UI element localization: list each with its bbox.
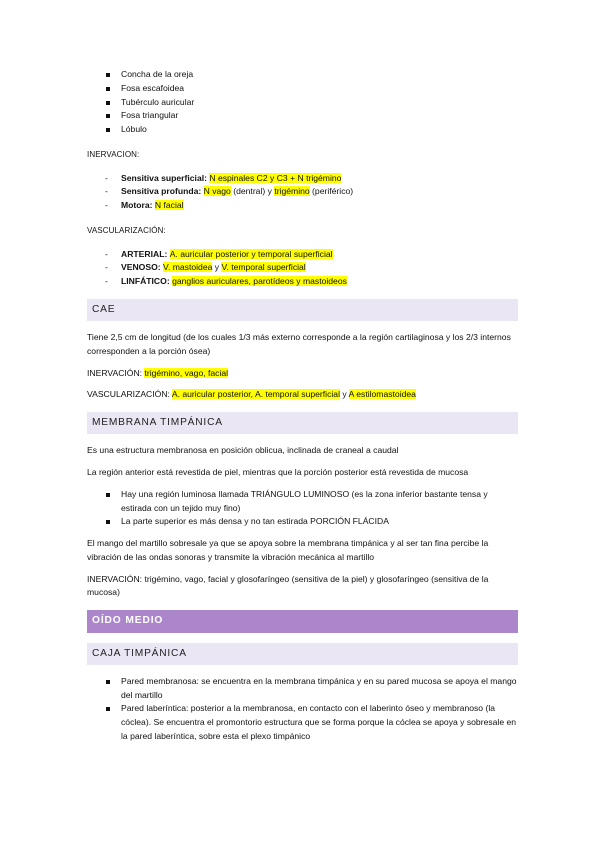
- list-item: Pared laberíntica: posterior a la membranosa, en contacto con el laberinto óseo y membranoso (la cóclea). Se encuentra el promontorio estructura que se forma porque la cóclea se apoya y sobresale en la pared laberíntica, sobre esta el plexo timpánico: [87, 702, 518, 743]
- list-item: Fosa escafoidea: [87, 82, 518, 96]
- item-label: INERVACIÓN:: [87, 367, 145, 378]
- document-body: [87, 68, 518, 744]
- highlight-text: V. temporal superficial: [221, 262, 306, 273]
- item-text: (dentral) y: [230, 186, 275, 197]
- list-item: Fosa triangular: [87, 109, 518, 123]
- highlight-text: N vago: [203, 186, 231, 197]
- paragraph: Tiene 2,5 cm de longitud (de los cuales 1/3 más externo corresponde a la región cartilaginosa y los 2/3 internos corresponden a la porción ósea): [87, 332, 511, 356]
- highlight-text: trigémino: [274, 186, 310, 197]
- list-item: Concha de la oreja: [87, 68, 518, 82]
- item-label: Sensitiva superficial:: [121, 172, 210, 183]
- list-item: La parte superior es más densa y no tan estirada PORCIÓN FLÁCIDA: [87, 515, 518, 529]
- paragraph: [87, 367, 518, 381]
- highlight-text: A. auricular posterior y temporal superficial: [169, 248, 333, 259]
- item-label: Sensitiva profunda:: [121, 186, 204, 197]
- list-item: [87, 172, 518, 186]
- list-item: [87, 275, 518, 289]
- oreja-parts-list: [87, 68, 518, 137]
- list-item: Pared membranosa: se encuentra en la membrana timpánica y en su pared mucosa se apoya el mango del martillo: [87, 675, 518, 703]
- item-label: VENOSO:: [121, 262, 164, 273]
- paragraph: [87, 388, 518, 402]
- item-text: y: [339, 389, 349, 400]
- section-heading-caja: CAJA TIMPÁNICA: [87, 643, 518, 665]
- item-text: (periférico): [309, 186, 354, 197]
- paragraph: La región anterior está revestida de piel, mientras que la porción posterior está revestida de mucosa: [87, 467, 469, 478]
- highlight-text: N espinales C2 y C3 + N trigémino: [209, 172, 342, 183]
- highlight-text: trigémino, vago, facial: [144, 367, 229, 378]
- item-label: LINFÁTICO:: [121, 276, 173, 287]
- item-text: y: [212, 262, 222, 273]
- section-heading-cae: CAE: [87, 299, 518, 321]
- inervacion-title: INERVACION:: [87, 149, 140, 159]
- list-item: Lóbulo: [87, 123, 518, 137]
- section-heading-membrana: MEMBRANA TIMPÁNICA: [87, 412, 518, 434]
- list-item: Tubérculo auricular: [87, 96, 518, 110]
- list-item: Hay una región luminosa llamada TRIÁNGULO LUMINOSO (es la zona inferior bastante tensa y estirada con un tejido muy fino): [87, 488, 518, 516]
- membrana-list: [87, 488, 518, 529]
- list-item: [87, 261, 518, 275]
- caja-list: [87, 675, 518, 744]
- item-label: Motora:: [121, 200, 155, 211]
- highlight-text: A estilomastoidea: [348, 389, 416, 400]
- highlight-text: N facial: [154, 200, 184, 211]
- section-heading-oido-medio: OÍDO MEDIO: [87, 610, 518, 632]
- item-label: VASCULARIZACIÓN:: [87, 389, 172, 400]
- paragraph: El mango del martillo sobresale ya que se apoya sobre la membrana timpánica y al ser tan fina percibe la vibración de las ondas sonoras y transmite la vibración mecánica al martillo: [87, 538, 489, 562]
- highlight-text: A. auricular posterior, A. temporal superficial: [171, 389, 340, 400]
- list-item: [87, 185, 518, 199]
- item-label: ARTERIAL:: [121, 248, 170, 259]
- paragraph: Es una estructura membranosa en posición oblicua, inclinada de craneal a caudal: [87, 445, 399, 456]
- paragraph: INERVACIÓN: trigémino, vago, facial y glosofaríngeo (sensitiva de la piel) y glosofaríngeo (sensitiva de la mucosa): [87, 573, 489, 598]
- highlight-text: V. mastoidea: [163, 262, 213, 273]
- vascularizacion-list: [87, 248, 518, 289]
- list-item: [87, 199, 518, 213]
- list-item: [87, 248, 518, 262]
- vascularizacion-title: VASCULARIZACIÓN:: [87, 225, 166, 235]
- highlight-text: ganglios auriculares, parotídeos y mastoideos: [172, 276, 347, 287]
- inervacion-list: [87, 172, 518, 213]
